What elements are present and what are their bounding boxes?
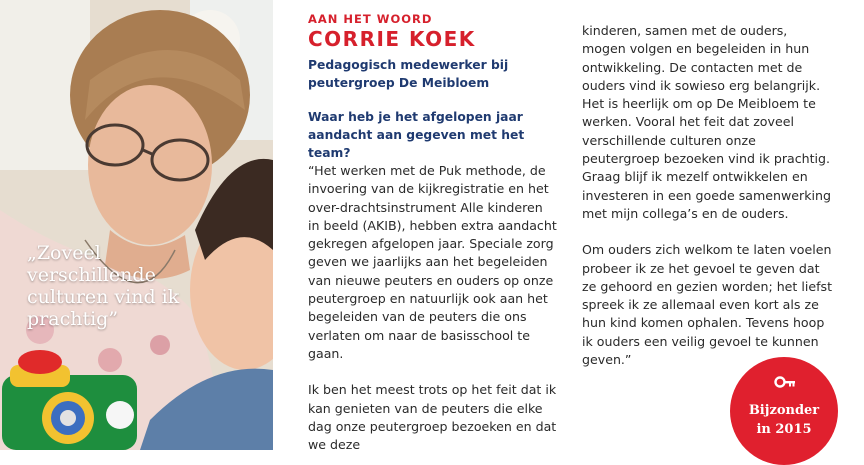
pull-quote: „Zoveel verschillende culturen vind ik prachtig”	[27, 242, 180, 330]
article-column-left	[308, 12, 558, 454]
key-icon	[774, 375, 796, 389]
answer-paragraph-3: kinderen, samen met de ouders, mogen volgen en begeleiden in hun ontwikkeling. De contacten met de ouders vind ik sowieso erg belangrijk. Het is heerlijk om op De Meibloem te werken. Vooral het feit dat zoveel verschillende culturen onze peutergroep bezoeken vind ik prachtig. Graag blijf ik mezelf ontwikkelen en investeren in een goede samenwerking met mijn collega’s en de ouders.	[582, 23, 831, 221]
article-column-right	[582, 22, 834, 369]
badge-line-2: in 2015	[756, 422, 812, 437]
person-role: Pedagogisch medewerker bij peutergroep De Meibloem	[308, 58, 509, 90]
bijzonder-badge	[730, 357, 838, 465]
photo-illustration	[0, 0, 273, 450]
person-name: CORRIE KOEK	[308, 27, 476, 51]
interview-question: Waar heb je het afgelopen jaar aandacht aan gegeven met het team?	[308, 110, 525, 160]
answer-paragraph-4: Om ouders zich welkom te laten voelen probeer ik ze het gevoel te geven dat ze gehoord en gezien worden; het liefst spreek ik ze allemaal even kort als ze hun kind komen ophalen. Tevens hoop ik ouders een veilig gevoel te kunnen geven.”	[582, 242, 833, 368]
answer-paragraph-2: Ik ben het meest trots op het feit dat ik kan genieten van de peuters die elke dag onze peutergroep bezoeken en dat we deze	[308, 382, 557, 453]
answer-paragraph-1: “Het werken met de Puk methode, de invoering van de kijkregistratie en het over-drachtsinstrument Alle kinderen in beeld (AKIB), hebben extra aandacht gekregen afgelopen jaar. Speciale zorg geven we jaarlijks aan het begeleiden van nieuwe peuters en ouders op onze peutergroep en natuurlijk ook aan het begeleiden van de peuters die ons verlaten om naar de basisschool te gaan.	[308, 163, 557, 361]
section-kicker: AAN HET WOORD	[308, 12, 433, 26]
photo-panel	[0, 0, 273, 450]
badge-line-1: Bijzonder	[748, 403, 820, 418]
